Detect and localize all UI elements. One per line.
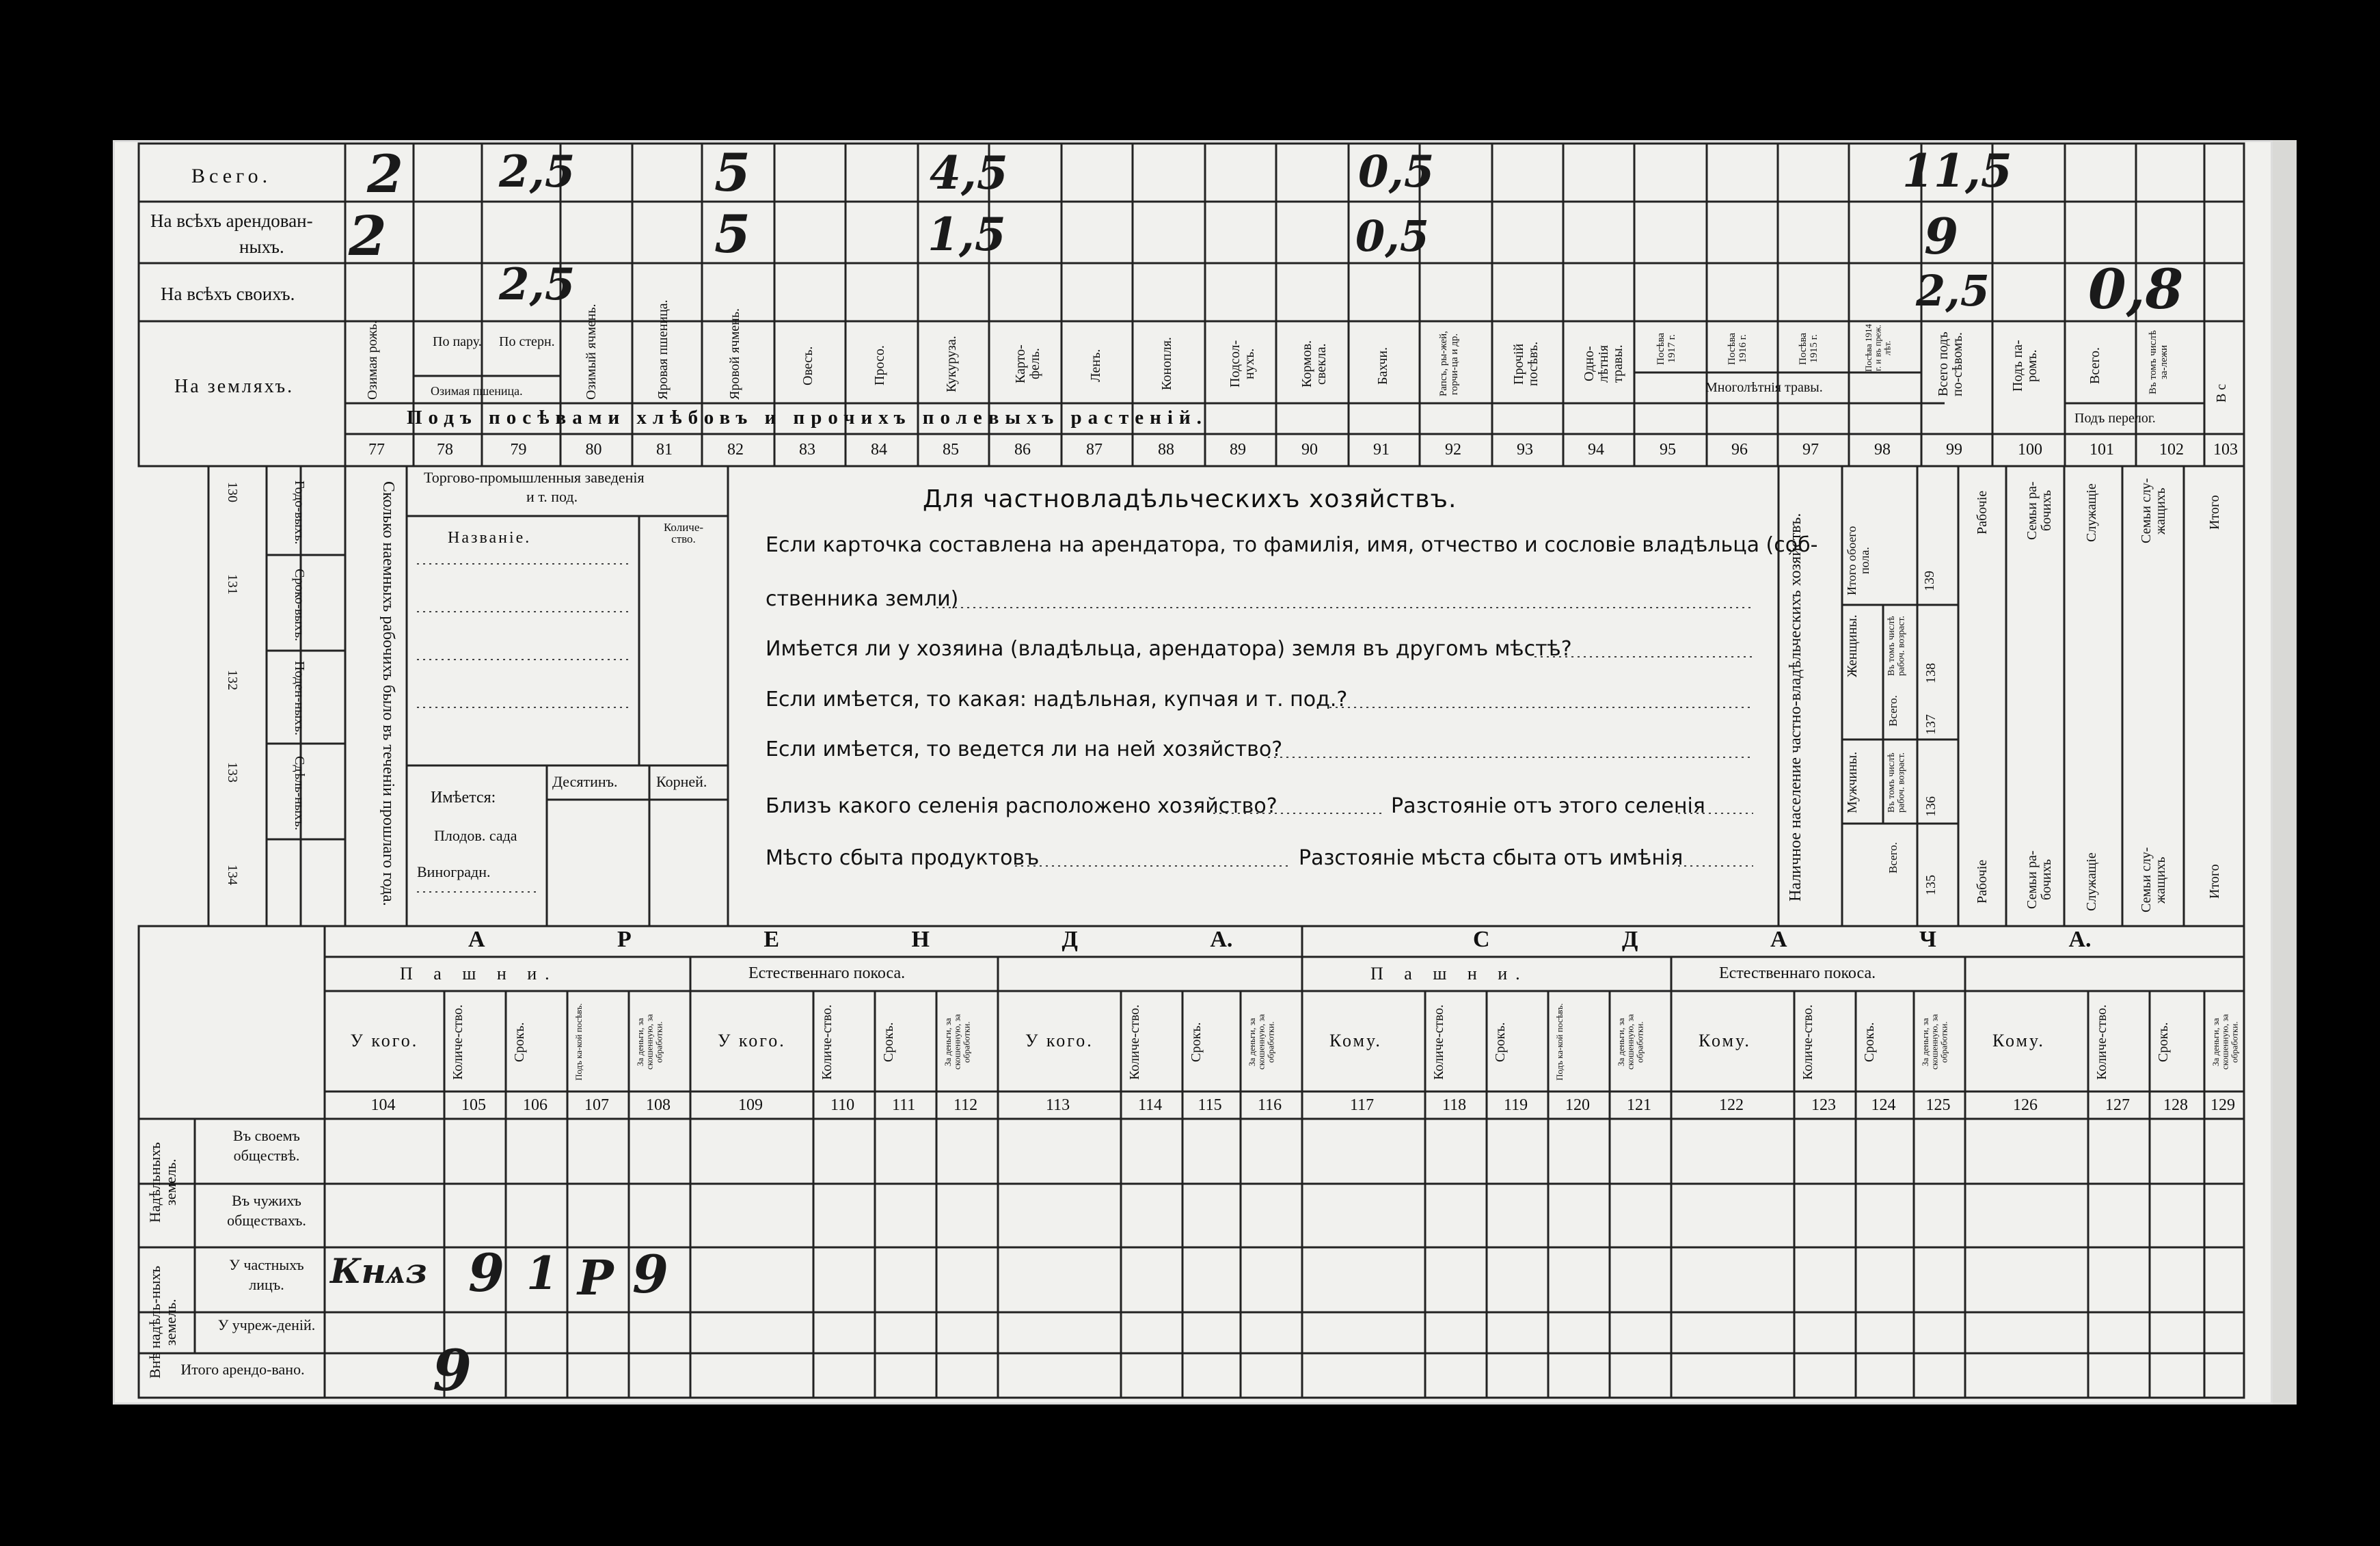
population-women-vsego: Всего.: [1887, 695, 1899, 727]
trade-title-2: и т. под.: [526, 488, 578, 505]
hw-vsego-79: 2,5: [499, 146, 576, 198]
row-svoem: Въ своемъ обществѣ.: [233, 1127, 300, 1164]
row-chastnyh: У частныхъ лицъ.: [229, 1256, 304, 1293]
hw-itogo-kolvo: 9: [433, 1338, 472, 1404]
hw-za: 9: [632, 1244, 668, 1305]
private-q6a: Мѣсто сбыта продуктовъ: [766, 846, 1040, 870]
workers-label-132: Поден-ныхъ.: [292, 661, 307, 736]
hw-u-kogo: Кнѧз: [330, 1251, 428, 1291]
col-header-srok: Срокъ.: [1493, 1022, 1508, 1062]
hw-svoih-99: 2,5: [1916, 266, 1990, 316]
hw-arend-82: 5: [714, 204, 750, 265]
col-101-102-group: Подъ перелог.: [2074, 411, 2156, 426]
population-side-label: Наличное население частно-владѣльческихъ хозяйствъ.: [1787, 513, 1804, 902]
col-100-header: Подъ па-ромъ.: [2010, 340, 2040, 392]
population-women-vtom: Въ томъ числѣ рабоч. возраст.: [1887, 615, 1907, 677]
pop-num-137: 137: [1923, 714, 1938, 735]
population-itogo-ob: Итого обоего пола.: [1845, 526, 1871, 595]
col-header-pod_kak: Подъ ка-кой посѣвъ.: [1554, 1003, 1565, 1081]
hw-arend-91: 0,5: [1355, 211, 1429, 261]
col-95-98-group: Многолѣтнія травы.: [1705, 380, 1823, 395]
col-89-header: Подсол-нухъ.: [1228, 340, 1257, 388]
census-card: [113, 140, 2273, 1405]
top-col-number: 102: [2159, 441, 2184, 459]
hw-svoih-79: 2,5: [499, 259, 576, 310]
col-header-kolvo: Количе-ство.: [820, 1004, 835, 1080]
hw-srok: 1: [526, 1247, 558, 1300]
top-col-number: 95: [1660, 441, 1676, 459]
col-83-header: Овесъ.: [800, 346, 815, 385]
col-78-79-group: Озимая пшеница.: [431, 384, 523, 398]
top-col-number: 82: [727, 441, 744, 459]
workers-num-131: 131: [225, 574, 240, 595]
top-col-number: 83: [799, 441, 815, 459]
bottom-col-number: 112: [954, 1096, 978, 1114]
bottom-col-number: 129: [2210, 1096, 2235, 1114]
bottom-col-number: 107: [584, 1096, 609, 1114]
private-q1-line1: Если карточка составлена на арендатора, то фамилія, имя, отчество и сословіе владѣльца (соб-: [766, 533, 1818, 557]
pop-num-139: 139: [1922, 571, 1937, 591]
top-col-number: 89: [1230, 441, 1246, 459]
pop-num-135: 135: [1923, 875, 1938, 895]
col-87-header: Ленъ.: [1088, 349, 1103, 383]
pop-itogo-top: Итого: [2207, 495, 2222, 530]
workers-label-133: Сдѣль-ныхъ.: [292, 755, 307, 830]
workers-label-130: Годо-выхъ.: [292, 480, 307, 545]
bottom-col-number: 115: [1198, 1096, 1222, 1114]
workers-num-130: 130: [225, 482, 240, 502]
trade-title-1: Торгово-промышленныя заведенія: [424, 469, 645, 486]
col-91-header: Бахчи.: [1375, 347, 1390, 385]
col-header-komu: Кому.: [1992, 1031, 2045, 1050]
top-col-number: 92: [1445, 441, 1461, 459]
col-header-u_kogo: У кого.: [1025, 1031, 1094, 1050]
trade-col-name: Названіе.: [448, 529, 532, 547]
col-77-header: Озимая рожь.: [365, 320, 380, 400]
top-col-number: 81: [656, 441, 673, 459]
row-chuzhih: Въ чужихъ обществахъ.: [227, 1192, 306, 1229]
top-col-number: 103: [2213, 441, 2238, 459]
col-80-header: Озимый ячмень.: [584, 303, 599, 400]
col-84-header: Просо.: [872, 345, 887, 386]
bottom-col-number: 125: [1925, 1096, 1951, 1114]
col-90-header: Кормов. свекла.: [1299, 340, 1329, 388]
top-col-number: 88: [1158, 441, 1174, 459]
population-women: Женщины.: [1845, 614, 1860, 677]
row-uchrezh: У учреж-деній.: [217, 1316, 316, 1333]
col-header-u_kogo: У кого.: [718, 1031, 786, 1050]
bottom-col-number: 110: [830, 1096, 855, 1114]
top-col-number: 94: [1588, 441, 1604, 459]
pop-sluzh-top: Служащіе: [2084, 483, 2099, 542]
pop-semi-sl-top: Семьи слу-жащихъ: [2139, 478, 2168, 544]
col-85-header: Кукуруза.: [944, 336, 959, 392]
pop-semi-rab-top: Семьи ра-бочихъ: [2025, 481, 2054, 541]
col-101-header: Всего.: [2087, 347, 2102, 385]
private-q4: Если имѣется, то ведется ли на ней хозяйство?: [766, 737, 1283, 761]
top-col-number: 91: [1373, 441, 1390, 459]
col-header-srok: Срокъ.: [881, 1022, 896, 1062]
top-col-number: 100: [2018, 441, 2042, 459]
col-header-srok: Срокъ.: [1862, 1022, 1877, 1062]
bottom-col-number: 109: [738, 1096, 763, 1114]
row-label-arend-2: ныхъ.: [239, 236, 284, 257]
col-102-header: Въ томъ числѣ за-лежи: [2148, 330, 2169, 394]
bottom-col-number: 124: [1871, 1096, 1896, 1114]
bottom-col-number: 106: [523, 1096, 547, 1114]
col-98-header: Посѣва 1914 г. и въ преж. лѣт.: [1863, 323, 1893, 372]
hw-vsego-85: 4,5: [930, 146, 1008, 200]
hw-vsego-77: 2: [367, 144, 403, 204]
top-col-number: 77: [368, 441, 385, 459]
pop-num-138: 138: [1923, 663, 1938, 683]
col-header-kolvo: Количе-ство.: [1800, 1004, 1815, 1080]
col-header-srok: Срокъ.: [2156, 1022, 2171, 1062]
trade-has: Имѣется:: [431, 789, 496, 806]
top-col-number: 97: [1802, 441, 1819, 459]
col-header-za: За деньги, за скошенную, за обработки.: [1920, 1014, 1949, 1070]
col-header-srok: Срокъ.: [1189, 1022, 1204, 1062]
pop-rabochie-bottom: Рабочіе: [1975, 859, 1990, 904]
bottom-col-number: 118: [1442, 1096, 1467, 1114]
hw-arend-99: 9: [1924, 207, 1959, 265]
sdacha-title: С Д А Ч А.: [1473, 927, 2092, 952]
row-label-arend-1: На всѣхъ арендован-: [150, 211, 313, 231]
top-col-number: 99: [1946, 441, 1962, 459]
hw-vsego-91: 0,5: [1358, 146, 1435, 198]
bottom-col-number: 116: [1258, 1096, 1282, 1114]
top-col-number: 87: [1086, 441, 1103, 459]
private-q6b: Разстояніе мѣста сбыта отъ имѣнія: [1299, 846, 1683, 870]
bottom-col-number: 122: [1719, 1096, 1744, 1114]
trade-vinogr: Виноградн.: [417, 863, 491, 880]
col-78-header: По пару.: [433, 334, 482, 349]
top-col-number: 85: [943, 441, 959, 459]
bottom-col-number: 113: [1046, 1096, 1070, 1114]
col-81-header: Яровая пшеница.: [655, 299, 671, 400]
crop-band-title: Подъ посѣвами хлѣбовъ и прочихъ полевыхъ растеній.: [407, 407, 1208, 429]
trade-korney: Корней.: [656, 773, 707, 790]
col-86-header: Карто-фель.: [1013, 344, 1042, 383]
top-col-number: 86: [1014, 441, 1031, 459]
sdacha-pashni: П а ш н и.: [1370, 964, 1528, 984]
workers-num-132: 132: [225, 670, 240, 690]
col-92-header: Рапсъ, ры-жей, горчи-ца и др.: [1438, 331, 1460, 397]
top-col-number: 98: [1874, 441, 1891, 459]
hw-svoih-101: 0,8: [2088, 257, 2184, 321]
col-header-kolvo: Количе-ство.: [1431, 1004, 1446, 1080]
hw-pod: Р: [578, 1249, 614, 1306]
bottom-col-number: 105: [461, 1096, 486, 1114]
col-88-header: Конопля.: [1159, 337, 1174, 391]
col-header-kolvo: Количе-ство.: [2094, 1004, 2109, 1080]
hw-vsego-82: 5: [714, 142, 750, 203]
arenda-title: А Р Е Н Д А.: [468, 927, 1233, 952]
hw-kolvo: 9: [468, 1243, 504, 1303]
bottom-col-number: 111: [892, 1096, 916, 1114]
population-men-vsego: Всего.: [1887, 842, 1899, 873]
hw-vsego-99: 11,5: [1902, 144, 2012, 198]
col-header-za: За деньги, за скошенную, за обработки.: [1247, 1014, 1276, 1070]
top-col-number: 96: [1731, 441, 1748, 459]
bottom-col-number: 117: [1350, 1096, 1375, 1114]
pop-semi-rab-bottom: Семьи ра-бочихъ: [2025, 850, 2054, 910]
bottom-col-number: 128: [2163, 1096, 2188, 1114]
top-col-number: 80: [585, 441, 602, 459]
bottom-col-number: 104: [370, 1096, 396, 1114]
private-q2: Имѣется ли у хозяина (владѣльца, арендатора) земля въ другомъ мѣстѣ?: [766, 637, 1572, 661]
private-q1-line2: ственника земли): [766, 587, 959, 611]
bottom-col-number: 121: [1627, 1096, 1651, 1114]
private-q5a: Близъ какого селенія расположено хозяйство?: [766, 794, 1277, 818]
col-82-header: Яровой ячмень.: [727, 308, 742, 400]
col-header-za: За деньги, за скошенную, за обработки.: [943, 1014, 972, 1070]
col-header-srok: Срокъ.: [512, 1022, 527, 1062]
top-col-number: 79: [510, 441, 527, 459]
trade-desyatin: Десятинъ.: [552, 773, 618, 790]
col-header-za: За деньги, за скошенную, за обработки.: [635, 1014, 664, 1070]
hw-arend-85: 1,5: [928, 208, 1006, 261]
pop-itogo-bottom: Итого: [2207, 864, 2222, 899]
row-label-na-zemlyah: На земляхъ.: [174, 376, 295, 397]
workers-num-133: 133: [225, 762, 240, 783]
col-header-komu: Кому.: [1699, 1031, 1751, 1050]
top-col-number: 90: [1301, 441, 1318, 459]
workers-label-131: Сроко-выхъ.: [292, 568, 307, 642]
col-99-header: Всего подъ по-сѣвомъ.: [1936, 331, 1965, 396]
row-itogo: Итого арендо-вано.: [180, 1361, 305, 1378]
bottom-col-number: 119: [1504, 1096, 1528, 1114]
population-men-vtom: Въ томъ числѣ рабоч. возраст.: [1887, 752, 1907, 813]
col-header-pod_kak: Подъ ка-кой посѣвъ.: [573, 1003, 584, 1081]
col-79-header: По стерн.: [499, 334, 555, 349]
col-96-header: Посѣва 1916 г.: [1727, 332, 1748, 365]
top-col-number: 93: [1517, 441, 1533, 459]
col-95-header: Посѣва 1917 г.: [1655, 332, 1677, 365]
row-label-vsego: Всего.: [191, 165, 272, 187]
trade-sady: Плодов. сада: [434, 827, 517, 844]
pop-rabochie-top: Рабочіе: [1975, 490, 1990, 535]
pop-num-136: 136: [1923, 796, 1938, 817]
col-header-komu: Кому.: [1329, 1031, 1382, 1050]
col-94-header: Одно-лѣтнія травы.: [1582, 344, 1625, 383]
col-header-za: За деньги, за скошенную, за обработки.: [2210, 1014, 2240, 1070]
population-men: Мужчины.: [1845, 751, 1860, 814]
pop-semi-sl-bottom: Семьи слу-жащихъ: [2139, 847, 2168, 913]
hw-arend-77: 2: [349, 204, 387, 268]
bottom-col-number: 120: [1565, 1096, 1590, 1114]
bottom-col-number: 114: [1138, 1096, 1163, 1114]
col-header-kolvo: Количе-ство.: [1127, 1004, 1142, 1080]
bottom-col-number: 108: [646, 1096, 671, 1114]
private-q5b: Разстояніе отъ этого селенія: [1391, 794, 1705, 818]
arenda-pokos: Естественнаго покоса.: [748, 964, 906, 982]
arenda-pashni: П а ш н и.: [400, 964, 558, 984]
top-col-number: 101: [2090, 441, 2114, 459]
row-label-svoih: На всѣхъ своихъ.: [161, 284, 295, 304]
bottom-col-number: 126: [2013, 1096, 2038, 1114]
top-col-number: 84: [871, 441, 887, 459]
col-93-header: Прочій посѣвъ.: [1511, 341, 1541, 387]
private-q3: Если имѣется, то какая: надѣльная, купчая и т. под.?: [766, 688, 1348, 711]
trade-col-qty: Количе-ство.: [663, 521, 704, 545]
top-col-number: 78: [437, 441, 453, 459]
col-header-u_kogo: У кого.: [350, 1031, 419, 1050]
sdacha-pokos: Естественнаго покоса.: [1719, 964, 1876, 982]
col-97-header: Посѣва 1915 г.: [1798, 332, 1820, 365]
col-103-header: В с: [2214, 383, 2229, 403]
vne-group-label: Внѣ надѣль-ныхъ земель.: [146, 1266, 180, 1379]
bottom-col-number: 123: [1811, 1096, 1836, 1114]
workers-num-134: 134: [225, 865, 240, 885]
col-header-kolvo: Количе-ство.: [450, 1004, 465, 1080]
private-title: Для частновладѣльческихъ хозяйствъ.: [923, 485, 1457, 513]
bottom-col-number: 127: [2105, 1096, 2130, 1114]
pop-sluzh-bottom: Служащіе: [2084, 852, 2099, 911]
col-header-za: За деньги, за скошенную, за обработки.: [1616, 1014, 1645, 1070]
nadel-group-label: Надѣльныхъ земель.: [146, 1142, 180, 1223]
workers-side-label: Сколько наемныхъ рабочихъ было въ теченіи прошлаго года.: [379, 481, 397, 906]
